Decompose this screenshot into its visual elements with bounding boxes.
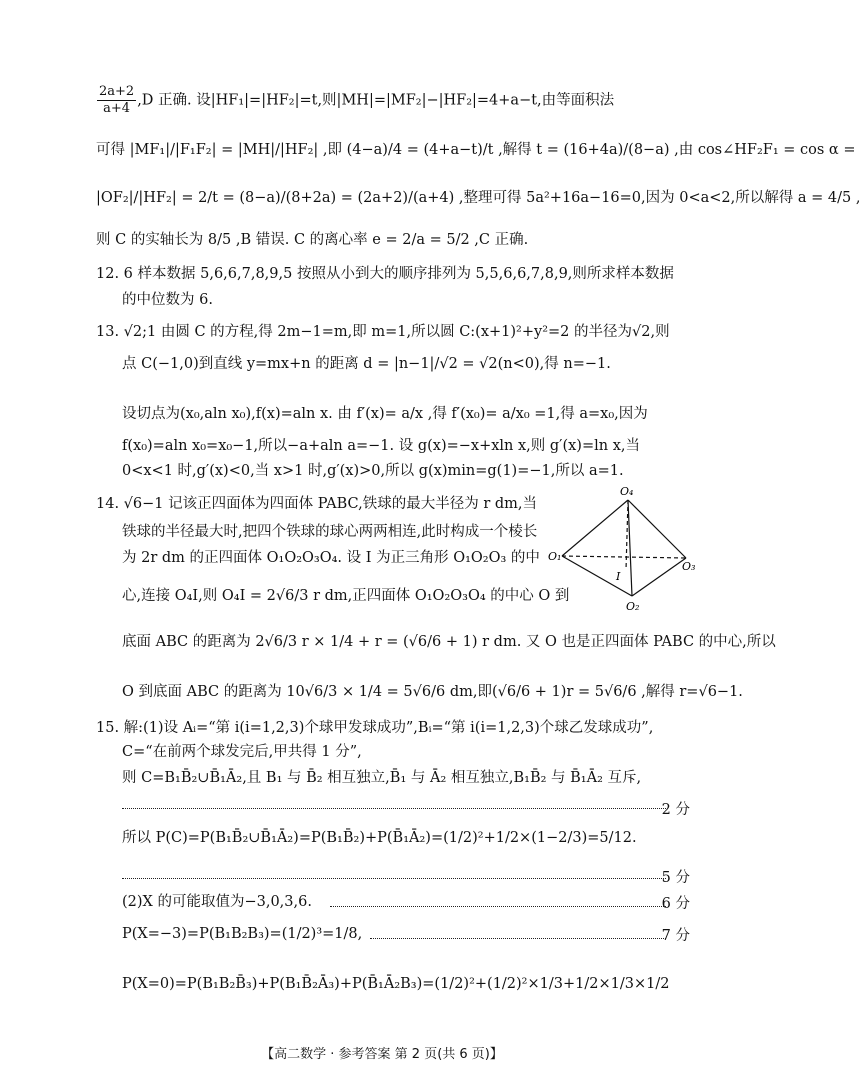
- label-o3: O₃: [682, 560, 696, 573]
- edge-o4-o3: [628, 500, 686, 558]
- points-label: 7 分: [661, 928, 690, 944]
- label-o1: O₁: [548, 550, 562, 563]
- line-2: 可得 |MF₁|/|F₁F₂| = |MH|/|HF₂| ,即 (4−a)/4 = (4+a−t)/t ,解得 t = (16+4a)/(8−a) ,由 cos∠HF₂F₁ = cos α =: [96, 142, 856, 158]
- points-label: 6 分: [661, 896, 690, 912]
- q15-line-1: 15. 解:(1)设 Aᵢ=“第 i(i=1,2,3)个球甲发球成功”,Bᵢ=“第 i(i=1,2,3)个球乙发球成功”,: [96, 720, 654, 736]
- q13-line-2: 点 C(−1,0)到直线 y=mx+n 的距离 d = |n−1|/√2 = √2(n<0),得 n=−1.: [122, 356, 611, 372]
- edge-o1-o3: [562, 556, 686, 558]
- q15-line-4: 所以 P(C)=P(B₁B̄₂∪B̄₁Ā₂)=P(B₁B̄₂)+P(B̄₁Ā₂)=(1/2)²+1/2×(1−2/3)=5/12.: [122, 830, 637, 846]
- q15-line-7: P(X=0)=P(B₁B₂B̄₃)+P(B₁B̄₂Ā₃)+P(B̄₁Ā₂B₃)=(1/2)²+(1/2)²×1/3+1/2×1/3×1/2: [122, 976, 670, 992]
- dot-leader: [370, 938, 666, 939]
- q13-line-1: 13. √2;1 由圆 C 的方程,得 2m−1=m,即 m=1,所以圆 C:(x+1)²+y²=2 的半径为√2,则: [96, 324, 670, 340]
- q15-line-2: C=“在前两个球发完后,甲共得 1 分”,: [122, 744, 362, 760]
- fraction: [97, 84, 136, 117]
- frac-num: 2a+2: [99, 84, 135, 99]
- q14-line-4: 心,连接 O₄I,则 O₄I = 2√6/3 r dm,正四面体 O₁O₂O₃O₄ 的中心 O 到: [122, 588, 570, 604]
- q15-line-5: (2)X 的可能取值为−3,0,3,6.: [122, 894, 312, 910]
- q14-line-1: 14. √6−1 记该正四面体为四面体 PABC,铁球的最大半径为 r dm,当: [96, 496, 538, 512]
- edge-o3-o2: [632, 558, 686, 596]
- line-1-text: ,D 正确. 设|HF₁|=|HF₂|=t,则|MH|=|MF₂|−|HF₂|=4+a−t,由等面积法: [137, 92, 615, 109]
- points-label: 2 分: [661, 802, 690, 818]
- q13-line-3: 设切点为(x₀,aln x₀),f(x)=aln x. 由 f′(x)= a/x ,得 f′(x₀)= a/x₀ =1,得 a=x₀,因为: [122, 406, 648, 422]
- q15-line-6: P(X=−3)=P(B₁B₂B₃)=(1/2)³=1/8,: [122, 926, 363, 942]
- label-i: I: [616, 570, 621, 583]
- page-footer: 【高二数学 · 参考答案 第 2 页(共 6 页)】: [261, 1047, 503, 1062]
- edge-o4-o1: [562, 500, 628, 556]
- label-o2: O₂: [626, 600, 640, 613]
- q14-line-3: 为 2r dm 的正四面体 O₁O₂O₃O₄. 设 I 为正三角形 O₁O₂O₃ 的中: [122, 550, 540, 566]
- height-o4-i: [626, 500, 628, 570]
- label-o4: O₄: [620, 485, 634, 498]
- q15-line-3: 则 C=B₁B̄₂∪B̄₁Ā₂,且 B₁ 与 B̄₂ 相互独立,B̄₁ 与 Ā₂ 相互独立,B₁B̄₂ 与 B̄₁Ā₂ 互斥,: [122, 770, 642, 786]
- line-1: [96, 84, 690, 117]
- line-4: 则 C 的实轴长为 8/5 ,B 错误. C 的离心率 e = 2/a = 5/2 ,C 正确.: [96, 232, 529, 248]
- line-3: |OF₂|/|HF₂| = 2/t = (8−a)/(8+2a) = (2a+2)/(a+4) ,整理可得 5a²+16a−16=0,因为 0<a<2,所以解得 a = 4/5 ,: [96, 190, 860, 206]
- q12-line-2: 的中位数为 6.: [122, 292, 213, 308]
- q14-line-2: 铁球的半径最大时,把四个铁球的球心两两相连,此时构成一个棱长: [122, 524, 538, 540]
- tetrahedron-figure: [548, 482, 698, 612]
- q13-line-4: f(x₀)=aln x₀=x₀−1,所以−a+aln a=−1. 设 g(x)=−x+xln x,则 g′(x)=ln x,当: [122, 438, 640, 454]
- dot-leader: [122, 808, 666, 809]
- dot-leader: [122, 878, 666, 879]
- frac-den: a+4: [103, 101, 131, 116]
- q14-line-5: 底面 ABC 的距离为 2√6/3 r × 1/4 + r = (√6/6 + 1) r dm. 又 O 也是正四面体 PABC 的中心,所以: [122, 634, 776, 650]
- q14-line-6: O 到底面 ABC 的距离为 10√6/3 × 1/4 = 5√6/6 dm,即(√6/6 + 1)r = 5√6/6 ,解得 r=√6−1.: [122, 684, 743, 700]
- points-label: 5 分: [661, 870, 690, 886]
- q13-line-5: 0<x<1 时,g′(x)<0,当 x>1 时,g′(x)>0,所以 g(x)min=g(1)=−1,所以 a=1.: [122, 463, 624, 479]
- edge-o4-o2: [628, 500, 632, 596]
- q12-line-1: 12. 6 样本数据 5,6,6,7,8,9,5 按照从小到大的顺序排列为 5,5,6,6,7,8,9,则所求样本数据: [96, 266, 674, 282]
- edge-o1-o2: [562, 556, 632, 596]
- dot-leader: [330, 906, 666, 907]
